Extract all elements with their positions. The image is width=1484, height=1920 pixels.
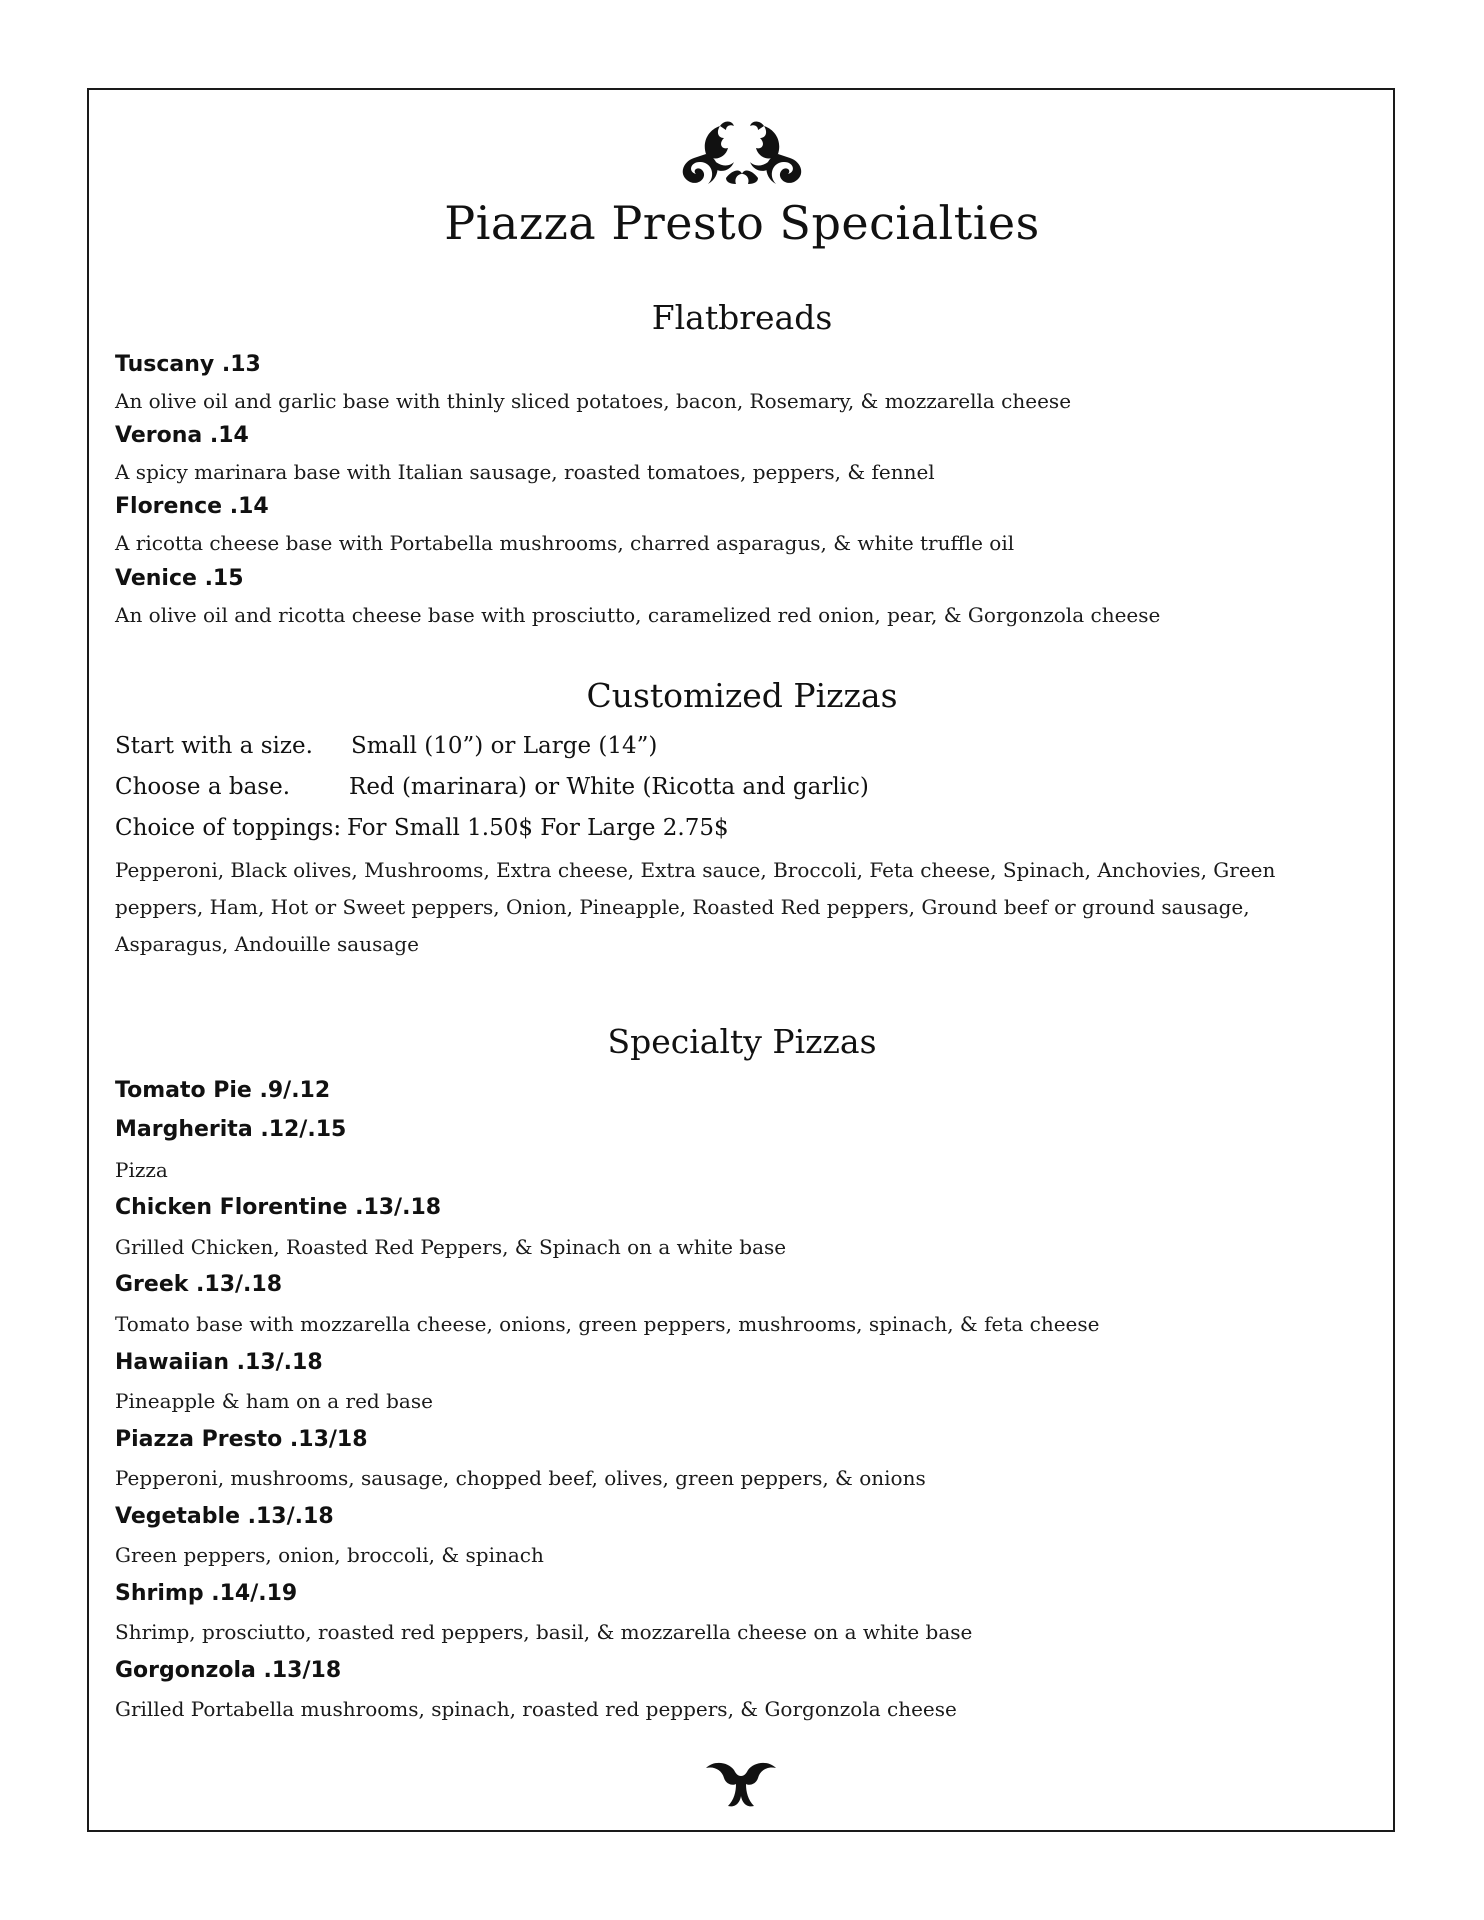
custom-size-row bbox=[115, 733, 658, 759]
customized-heading: Customized Pizzas bbox=[586, 676, 898, 715]
specialty-desc: Pizza bbox=[115, 1158, 168, 1182]
fleur-flourish-icon bbox=[704, 1758, 778, 1810]
flatbread-name: Florence .14 bbox=[115, 494, 269, 519]
specialty-desc: Grilled Portabella mushrooms, spinach, roasted red peppers, & Gorgonzola cheese bbox=[115, 1697, 957, 1721]
custom-row-value: Red (marinara) or White (Ricotta and garlic) bbox=[349, 774, 869, 800]
specialty-name: Chicken Florentine .13/.18 bbox=[115, 1195, 442, 1220]
specialty-desc: Pineapple & ham on a red base bbox=[115, 1389, 433, 1413]
specialty-name: Shrimp .14/.19 bbox=[115, 1581, 298, 1606]
flatbread-desc: An olive oil and ricotta cheese base with prosciutto, caramelized red onion, pear, & Gorgonzola cheese bbox=[115, 603, 1161, 627]
specialty-heading: Specialty Pizzas bbox=[607, 1022, 877, 1061]
specialty-desc: Tomato base with mozzarella cheese, onions, green peppers, mushrooms, spinach, & feta cheese bbox=[115, 1312, 1100, 1336]
custom-toppings-row bbox=[115, 815, 729, 841]
specialty-name: Piazza Presto .13/18 bbox=[115, 1427, 368, 1452]
specialty-desc: Grilled Chicken, Roasted Red Peppers, & Spinach on a white base bbox=[115, 1235, 787, 1259]
scroll-flourish-icon bbox=[672, 118, 812, 194]
specialty-name: Hawaiian .13/.18 bbox=[115, 1350, 323, 1375]
specialty-name: Gorgonzola .13/18 bbox=[115, 1658, 342, 1683]
specialty-name: Vegetable .13/.18 bbox=[115, 1504, 334, 1529]
specialty-name: Margherita .12/.15 bbox=[115, 1117, 347, 1142]
menu-title: Piazza Presto Specialties bbox=[444, 196, 1040, 250]
custom-row-value: For Small 1.50$ For Large 2.75$ bbox=[347, 815, 729, 841]
flatbread-desc: A spicy marinara base with Italian sausage, roasted tomatoes, peppers, & fennel bbox=[115, 460, 935, 484]
custom-row-value: Small (10”) or Large (14”) bbox=[351, 733, 658, 759]
custom-row-label: Choice of toppings: bbox=[115, 815, 342, 841]
toppings-list: Pepperoni, Black olives, Mushrooms, Extra cheese, Extra sauce, Broccoli, Feta cheese, Spinach, Anchovies, Green peppers, Ham, Hot or Sweet peppers, Onion, Pineapple, Roasted Red peppers, Ground beef or ground sausage, Asparagus, Andouille sausage bbox=[115, 858, 1276, 956]
specialty-desc: Pepperoni, mushrooms, sausage, chopped beef, olives, green peppers, & onions bbox=[115, 1466, 926, 1490]
custom-row-label: Choose a base. bbox=[115, 774, 291, 800]
flatbread-name: Venice .15 bbox=[115, 566, 244, 591]
custom-base-row bbox=[115, 774, 869, 800]
custom-row-label: Start with a size. bbox=[115, 733, 313, 759]
flatbread-name: Verona .14 bbox=[115, 423, 249, 448]
flatbread-desc: An olive oil and garlic base with thinly sliced potatoes, bacon, Rosemary, & mozzarella cheese bbox=[115, 389, 1072, 413]
flatbread-name: Tuscany .13 bbox=[115, 352, 261, 377]
specialty-name: Greek .13/.18 bbox=[115, 1272, 283, 1297]
specialty-name: Tomato Pie .9/.12 bbox=[115, 1078, 331, 1103]
flatbread-desc: A ricotta cheese base with Portabella mushrooms, charred asparagus, & white truffle oil bbox=[115, 531, 1015, 555]
specialty-desc: Green peppers, onion, broccoli, & spinach bbox=[115, 1543, 544, 1567]
flatbreads-heading: Flatbreads bbox=[651, 298, 833, 337]
specialty-desc: Shrimp, prosciutto, roasted red peppers, basil, & mozzarella cheese on a white base bbox=[115, 1620, 973, 1644]
